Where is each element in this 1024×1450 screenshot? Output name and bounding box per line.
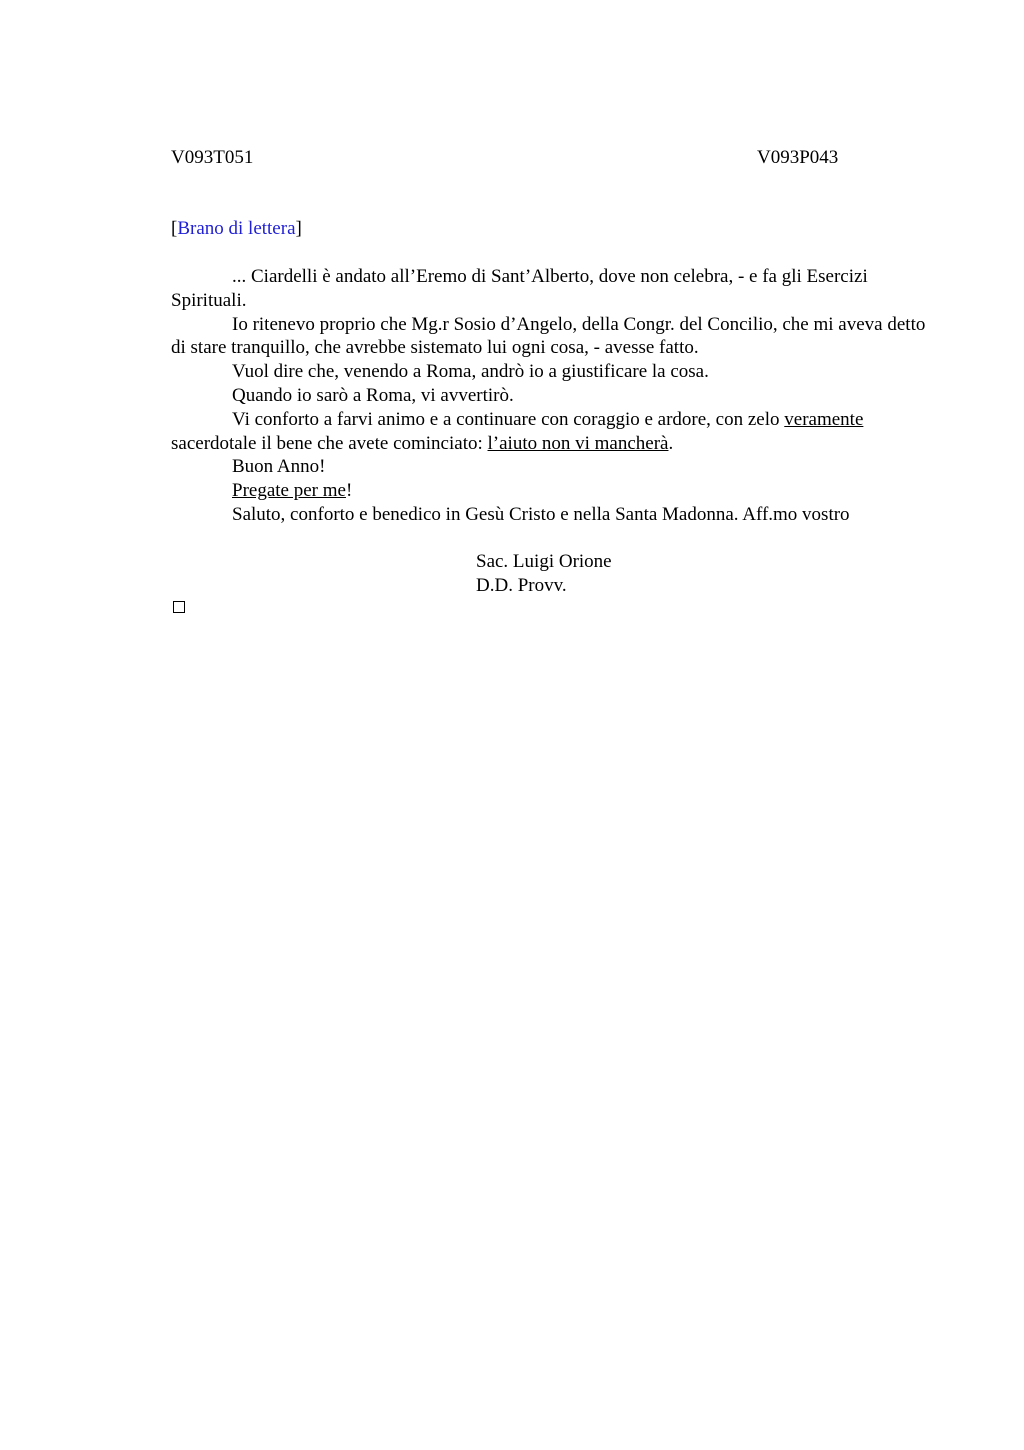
paragraph-3: Vuol dire che, venendo a Roma, andrò io a giustificare la cosa. — [232, 361, 709, 383]
heading-open-bracket: [ — [171, 218, 178, 239]
signature-block — [476, 550, 612, 598]
paragraph-5-text-b: sacerdotale il bene che avete cominciato: — [171, 432, 488, 454]
letter-body — [171, 265, 931, 527]
heading-title: Brano di lettera — [177, 218, 296, 239]
paragraph-7-underlined: Pregate per me — [232, 480, 346, 502]
document-code-right: V093P043 — [757, 147, 839, 168]
paragraph-1: ... Ciardelli è andato all’Eremo di Sant’Alberto, dove non celebra, - e fa gli Esercizi Spirituali. — [171, 266, 868, 311]
signature-name: Sac. Luigi Orione — [476, 551, 612, 572]
paragraph-8: Saluto, conforto e benedico in Gesù Cristo e nella Santa Madonna. Aff.mo vostro — [232, 503, 850, 525]
heading-close-bracket: ] — [295, 218, 302, 239]
paragraph-2: Io ritenevo proprio che Mg.r Sosio d’Angelo, della Congr. del Concilio, che mi aveva detto di stare tranquillo, che avrebbe sistemato lui ogni cosa, - avesse fatto. — [171, 313, 926, 359]
paragraph-7-text: ! — [345, 480, 353, 502]
paragraph-5-text-a: Vi conforto a farvi animo e a continuare con coraggio e ardore, con zelo — [232, 408, 785, 430]
paragraph-5-underlined-1: veramente — [784, 408, 864, 430]
section-heading — [171, 217, 302, 241]
paragraph-6: Buon Anno! — [232, 456, 326, 478]
square-outline-icon — [173, 601, 185, 613]
paragraph-7 — [171, 479, 931, 503]
paragraph-5 — [171, 408, 931, 456]
document-code-left: V093T051 — [171, 147, 254, 168]
paragraph-5-text-c: . — [668, 432, 674, 454]
signature-title: D.D. Provv. — [476, 575, 567, 596]
paragraph-4: Quando io sarò a Roma, vi avvertirò. — [232, 384, 514, 406]
paragraph-5-underlined-2: l’aiuto non vi mancherà — [487, 432, 669, 454]
